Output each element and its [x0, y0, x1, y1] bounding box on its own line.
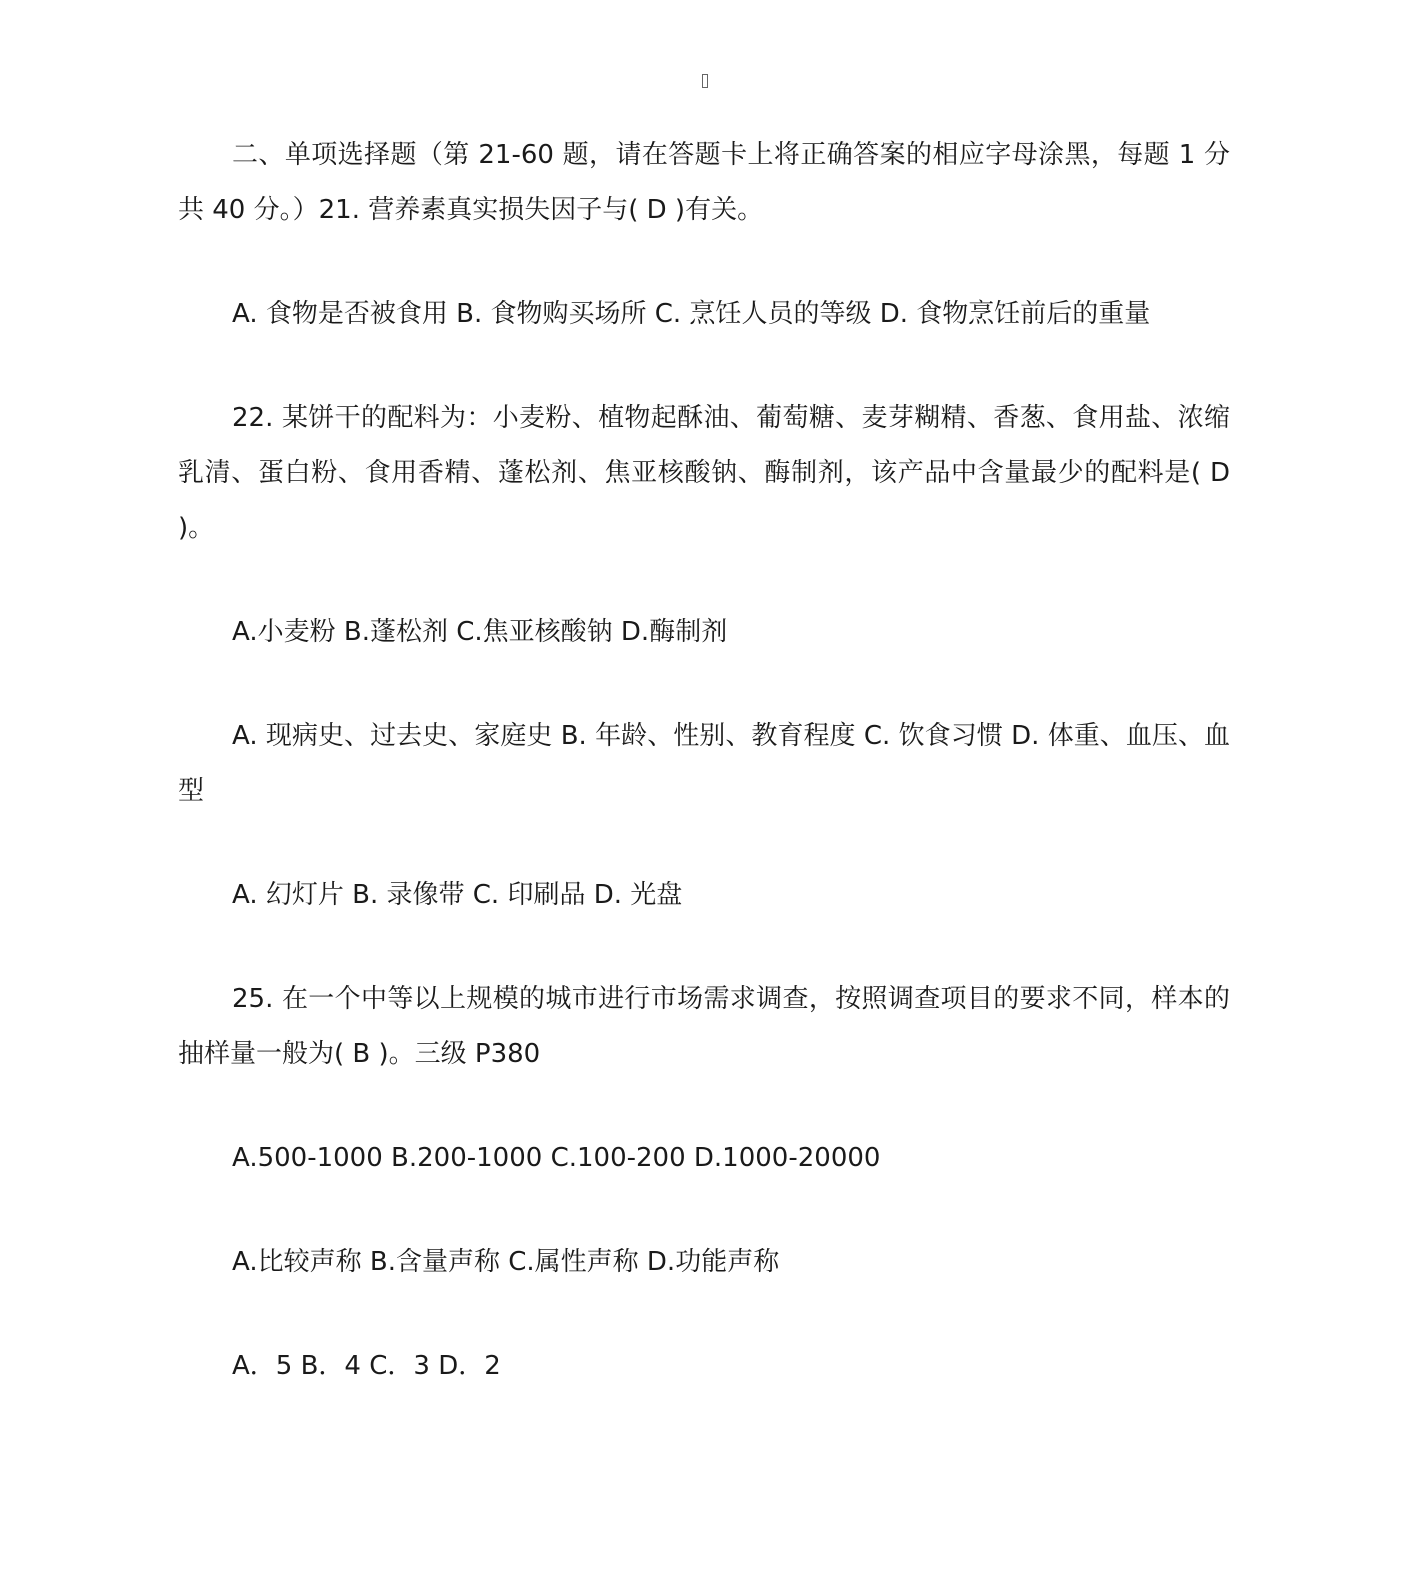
document-body	[178, 128, 1230, 1394]
q26-options: A.比较声称 B.含量声称 C.属性声称 D.功能声称	[232, 1247, 780, 1277]
q25-stem: 25. 在一个中等以上规模的城市进行市场需求调查，按照调查项目的要求不同，样本的抽样量一般为( B )。三级 P380	[178, 984, 1230, 1069]
q21-options: A. 食物是否被食用 B. 食物购买场所 C. 烹饪人员的等级 D. 食物烹饪前后的重量	[232, 299, 1151, 329]
q24-options: A. 幻灯片 B. 录像带 C. 印刷品 D. 光盘	[232, 880, 683, 910]
q23-options: A. 现病史、过去史、家庭史 B. 年龄、性别、教育程度 C. 饮食习惯 D. 体重、血压、血型	[178, 721, 1230, 806]
q22-stem: 22. 某饼干的配料为：小麦粉、植物起酥油、葡萄糖、麦芽糊精、香葱、食用盐、浓缩乳清、蛋白粉、食用香精、蓬松剂、焦亚核酸钠、酶制剂，该产品中含量最少的配料是( D )。	[178, 403, 1230, 543]
q27-options: A．5 B．4 C．3 D．2	[232, 1351, 501, 1381]
q25-options: A.500-1000 B.200-1000 C.100-200 D.1000-20000	[232, 1143, 881, 1173]
section-title-q21-stem: 二、单项选择题（第 21-60 题，请在答题卡上将正确答案的相应字母涂黑，每题 1 分共 40 分。）21. 营养素真实损失因子与( D )有关。	[178, 140, 1230, 225]
q22-options: A.小麦粉 B.蓬松剂 C.焦亚核酸钠 D.酶制剂	[232, 617, 728, 647]
missing-glyph-icon	[702, 74, 708, 88]
